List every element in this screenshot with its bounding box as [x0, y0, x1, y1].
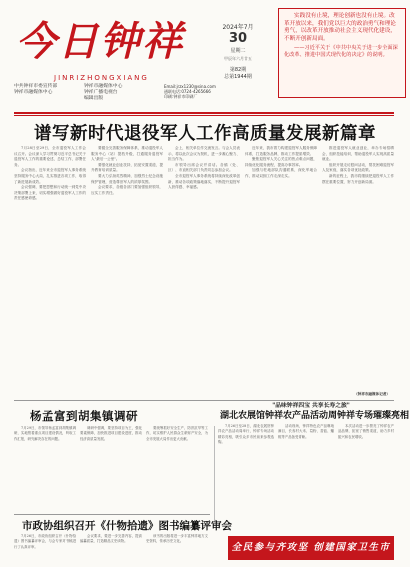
article-column — [168, 146, 240, 398]
paragraph: 7月26日至28日，湖北农展馆钟祥农产品活动周举行，钟祥专场活动精彩亮相，吸引众多市民前来参观选购。 — [218, 424, 274, 445]
paragraph: 要强化就业创业扶持，拓宽安置渠道，提升教育培训质量。 — [91, 162, 163, 173]
masthead-rule — [14, 112, 394, 114]
contact-info — [164, 84, 216, 100]
paragraph: 推进退役军人就业创业，举办专场招聘会，组织技能培训，帮助退役军人实现高质量就业。 — [322, 146, 394, 162]
org-line-1: 中共钟祥市委宣传部 — [14, 84, 58, 89]
column-divider — [214, 426, 215, 522]
article-column — [14, 146, 86, 398]
org-right-2: 钟祥广播电视台 — [84, 90, 118, 95]
story3-kicker: "品味钟祥四宝 共享长寿之旅" — [272, 403, 350, 409]
paragraph: 聚焦退役军人关心关注的热点难点问题，持续优化服务流程，提高办事效率。 — [245, 157, 317, 167]
masthead-rule-thin — [14, 115, 394, 116]
paragraph: 会议要求，各级各部门要加强组织领导，压实工作责任。 — [91, 185, 163, 195]
contact-printer: 印刷:钟祥市印刷厂 — [164, 94, 198, 100]
slogan-banner: 全民参与齐攻坚 创建国家卫生市 — [228, 536, 394, 560]
quote-text: 实践没有止境，理论创新也没有止境。改革开放以来，我们党以巨大的政治勇气和理论勇气，以改革开放推动社会主义现代化建设，不断开创新局面。 — [284, 13, 396, 42]
date-day: 30 — [228, 31, 248, 46]
article-column — [245, 146, 317, 398]
article-column — [146, 426, 208, 514]
article-column — [278, 424, 334, 534]
paragraph: 会上，相关单位作交流发言。与会人员表示，将以此次会议为契机，进一步凝心聚力、担当作为。 — [168, 146, 240, 162]
paragraph: 该书的出版将进一步丰富钟祥地方文史资料，传承历史文化。 — [146, 534, 208, 544]
paragraph: 要大力弘扬英烈精神，加强烈士纪念设施保护管理，营造尊崇军人的浓厚氛围。 — [91, 173, 163, 184]
paragraph: 市领导出席会议并讲话。各镇（处、区）、市直相关部门负责同志参加会议。 — [168, 162, 240, 173]
article-column — [80, 426, 142, 514]
masthead — [14, 8, 410, 108]
contact-phone: 通联电话:0724-4265666 — [164, 89, 211, 95]
paragraph: 会议指出，近年来全市退役军人事务系统坚持服务中心大局，扎实推进各项工作，取得了新进展新成效。 — [14, 168, 86, 184]
weekday: 星期二 — [230, 48, 246, 54]
article-column — [80, 534, 142, 564]
date-year-month: 2024年7月 — [222, 24, 254, 31]
story2-body — [14, 426, 210, 514]
logo-pinyin: JINRIZHONGXIANG — [54, 74, 149, 82]
newspaper-logo: 今日钟祥 — [16, 18, 184, 65]
paragraph: 要健全完善服务保障体系，推动退役军人服务中心（站）提档升级，打通服务退役军人"最后一公里"。 — [91, 146, 163, 162]
paragraph: 7月29日，市领导杨孟富到胡集镇调研，实地察看重点项目建设情况，听取工作汇报，研究解决存在的问题。 — [14, 426, 76, 441]
paragraph: 本次活动进一步擦亮了钟祥农产品品牌，拓宽了销售渠道，助力乡村振兴和农民增收。 — [338, 424, 394, 439]
paragraph: 7月28日至29日，全市退役军人工作会议召开。会议深入学习贯彻习近平总书记关于退役军人工作的重要论述，总结工作，部署任务。 — [14, 146, 86, 167]
date-box — [212, 22, 264, 80]
quote-box — [278, 8, 406, 98]
paragraph: 7月26日，市政协组织召开《什物拾遗》图书编纂评审会，与会专家对书稿进行了认真评审。 — [14, 534, 76, 549]
org-line-2: 钟祥市融媒体中心 — [14, 90, 53, 95]
paragraph: 调研中强调，要坚持项目为王，强化要素保障，加快推进项目建设进度，推动经济高质量发展。 — [80, 426, 142, 441]
paragraph: 新的征程上，我市将继续把退役军人工作摆在重要位置，努力开创新局面。 — [322, 173, 394, 184]
paragraph: 会议强调，要把思想和行动统一到党中央决策部署上来，切实增强做好退役军人工作的责任感使命感。 — [14, 185, 86, 201]
story3-body — [218, 424, 394, 534]
issue-number: 第82期 — [229, 67, 247, 73]
paragraph: 组织开展走访慰问活动，帮扶困难退役军人及家庭，落实各项优抚政策。 — [322, 162, 394, 173]
contact-email: Email:jrzx1230@sina.com — [164, 84, 216, 89]
org-right-1: 钟祥市融媒体中心 — [84, 84, 123, 89]
publisher-org — [14, 84, 57, 96]
article-column — [14, 426, 76, 514]
section-divider — [14, 514, 210, 515]
article-column — [322, 146, 394, 398]
paragraph: 近年来，我市着力构建退役军人服务保障体系，打造服务品牌，推动工作提质增效。 — [245, 146, 317, 156]
paragraph: 活动现场，钟祥特色农产品琳琅满目，长寿村大米、葛粉、香菇、蟠桃等产品备受青睐。 — [278, 424, 334, 439]
story4-body — [14, 534, 210, 564]
quote-source: ——习近平关于《中共中央关于进一步全面深化改革、推进中国式现代化的决定》的说明。 — [284, 45, 398, 59]
article-column — [91, 146, 163, 398]
story2-headline: 杨孟富到胡集镇调研 — [30, 409, 138, 423]
lunar-date: 甲辰年六月廿五 — [224, 56, 252, 61]
paragraph: 要统筹抓好安全生产、防汛抗旱等工作，切实维护人民群众生命财产安全，为全市发展大局作出更大贡献。 — [146, 426, 208, 441]
story4-headline: 市政协组织召开《什物拾遗》图书编纂评审会 — [22, 520, 232, 532]
paragraph: 全市退役军人事务系统将持续深化改革创新，推动各项政策落地落实，不断提升退役军人获得感、幸福感。 — [168, 173, 240, 190]
paragraph: 会议要求，要进一步完善内容，提高编纂质量，打造精品文史读物。 — [80, 534, 142, 544]
article-column — [146, 534, 208, 564]
org-right-3: 编辑出版 — [84, 96, 104, 101]
article-column — [338, 424, 394, 534]
paragraph: 加强与驻地部队沟通联系，深化军地合作，推动双拥工作走深走实。 — [245, 168, 317, 178]
editor-org — [84, 84, 122, 102]
total-issue-number: 总第1944期 — [224, 74, 252, 80]
main-headline: 谱写新时代退役军人工作高质量发展新篇章 — [34, 124, 376, 144]
story3-headline: 湖北农展馆钟祥农产品活动周钟祥专场璀璨亮相 — [220, 411, 410, 421]
article-column — [14, 534, 76, 564]
main-article — [14, 146, 394, 398]
article-byline: （钟祥市融媒体记者） — [354, 392, 390, 396]
